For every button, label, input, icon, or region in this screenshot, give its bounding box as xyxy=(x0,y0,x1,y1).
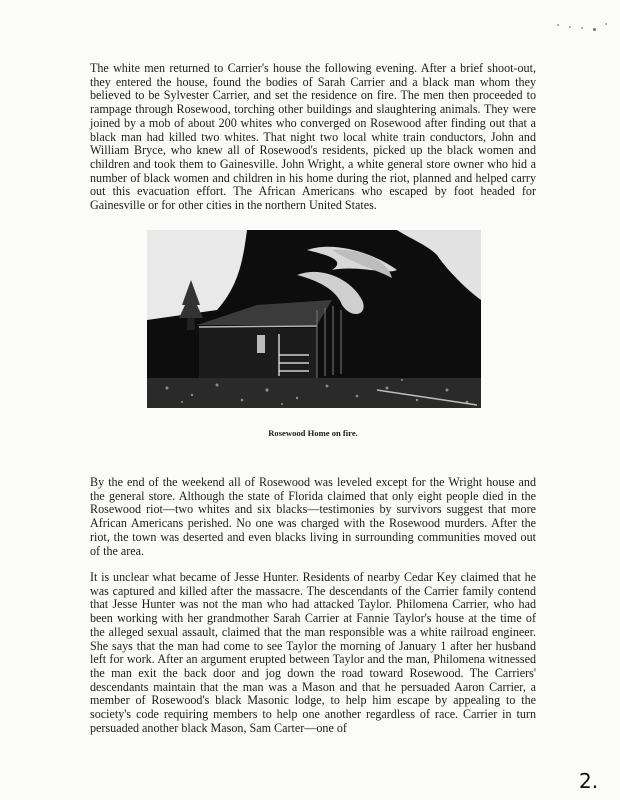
burning-house-photo xyxy=(147,230,481,408)
handwritten-page-number: 2. xyxy=(579,769,599,793)
figure-caption: Rosewood Home on fire. xyxy=(268,428,358,438)
scan-specks xyxy=(555,20,615,30)
burning-house-image xyxy=(147,230,481,408)
paragraph-3: It is unclear what became of Jesse Hunter. Residents of nearby Cedar Key claimed that he was captured and killed after the massacre. The descendants of the Carrier family contend that Jesse Hunter was not the man who had attacked Taylor. Philomena Carrier, who had been working with her grandmother Sarah Carrier at Fannie Taylor's house at the time of the alleged sexual assault, claimed that the man responsible was a white railroad engineer. She says that the man had come to see Taylor the morning of January 1 after her husband left for work. After an argument erupted between Taylor and the man, Philomena witnessed the man exit the back door and jog down the road toward Rosewood. The Carriers' descendants maintain that the man was a Mason and that he persuaded Aaron Carrier, a member of Rosewood's black Masonic lodge, to help him escape by appealing to the society's code requiring members to help one another regardless of race. Carrier in turn persuaded another black Mason, Sam Carter—one of xyxy=(90,570,536,735)
paragraph-2: By the end of the weekend all of Rosewood was leveled except for the Wright house and the general store. Although the state of Florida claimed that only eight people died in the Rosewood riot—two whites and six blacks—testimonies by survivors suggest that more African Americans perished. No one was charged with the Rosewood murders. After the riot, the town was deserted and even blacks living in surrounding communities moved out of the area. xyxy=(90,475,536,558)
paragraph-1: The white men returned to Carrier's house the following evening. After a brief shoot-out, they entered the house, found the bodies of Sarah Carrier and a black man whom they believed to be Sylvester Carrier, and set the residence on fire. The men then proceeded to rampage through Rosewood, torching other buildings and slaughtering animals. They were joined by a mob of about 200 whites who converged on Rosewood after finding out that a black man had killed two whites. That night two local white train conductors, John and William Bryce, who knew all of Rosewood's residents, picked up the black women and children and took them to Gainesville. John Wright, a white general store owner who hid a number of black women and children in his home during the riot, planned and helped carry out this evacuation effort. The African Americans who escaped by foot headed for Gainesville or for other cities in the northern United States. xyxy=(90,61,536,213)
